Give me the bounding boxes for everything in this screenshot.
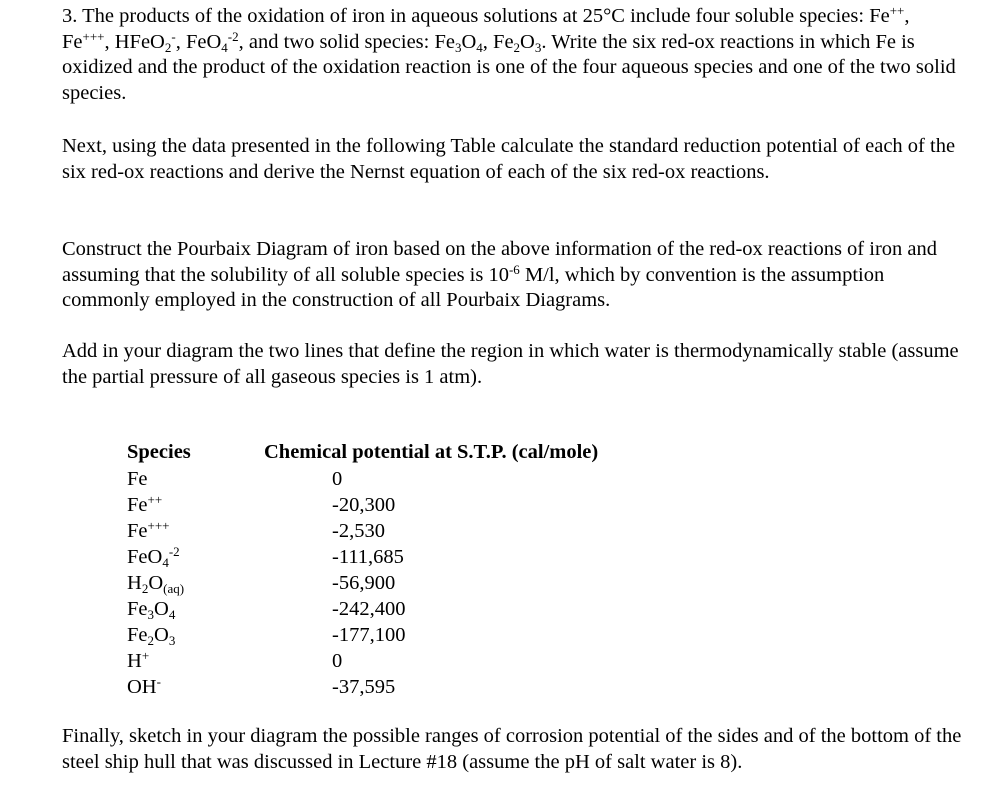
species-formula: Fe	[127, 468, 148, 490]
header-species: Species	[127, 441, 191, 463]
chemical-potential-value: -242,400	[332, 598, 406, 620]
species-formula: FeO$_4^{-2}$	[127, 544, 180, 570]
chemical-potential-value: 0	[332, 468, 343, 490]
chemical-potential-value: 0	[332, 650, 343, 672]
paragraph-water-stability: Add in your diagram the two lines that define the region in which water is thermodynamically stable (assume the partial pressure of all gaseous species is 1 atm).	[62, 340, 959, 388]
table-row	[127, 520, 687, 546]
paragraph-question-intro: 3. The products of the oxidation of iron in aqueous solutions at 25°C include four soluble species: Fe++, Fe+++, HFeO$_2$-, FeO$_4^{-2}$, and two solid species: $Fe_3O_4$, $Fe_2O_3$. Write the six red-ox reactions in which Fe is oxidized and the product of the oxidation reaction is one of the four aqueous species and one of the two solid species.	[62, 3, 956, 104]
paragraph-corrosion-sketch: Finally, sketch in your diagram the possible ranges of corrosion potential of the sides and of the bottom of the steel ship hull that was discussed in Lecture #18 (assume the pH of salt water is 8).	[62, 725, 962, 773]
paragraph-reduction-potential: Next, using the data presented in the following Table calculate the standard reduction potential of each of the six red-ox reactions and derive the Nernst equation of each of the six red-ox reactions.	[62, 135, 956, 183]
table-row	[127, 676, 687, 702]
chemical-potential-value: -177,100	[332, 624, 406, 646]
species-formula: Fe+++	[127, 518, 170, 542]
chemical-potential-value: -111,685	[332, 546, 404, 568]
table-row	[127, 494, 687, 520]
table-row	[127, 572, 687, 598]
table-row	[127, 624, 687, 650]
species-formula: $Fe_2O_3$	[127, 624, 176, 648]
species-formula: H+	[127, 648, 150, 672]
table-row	[127, 650, 687, 676]
chemical-potential-value: -37,595	[332, 676, 396, 698]
species-formula: $Fe_3O_4$	[127, 598, 176, 622]
table-row	[127, 468, 687, 494]
species-formula: Fe++	[127, 492, 163, 516]
table-row	[127, 546, 687, 572]
species-formula: $H_2O_{(aq)}$	[127, 572, 185, 596]
paragraph-pourbaix-construction: Construct the Pourbaix Diagram of iron based on the above information of the red-ox reactions of iron and assuming that the solubility of all soluble species is $10^{-6}$ M/l, which by convention is the assumption commonly employed in the construction of all Pourbaix Diagrams.	[62, 238, 937, 311]
header-chemical-potential: Chemical potential at S.T.P. (cal/mole)	[264, 441, 599, 463]
chemical-potential-value: -2,530	[332, 520, 385, 542]
chemical-potential-value: -20,300	[332, 494, 396, 516]
table-row	[127, 598, 687, 624]
species-formula: OH-	[127, 674, 161, 698]
chemical-potential-value: -56,900	[332, 572, 396, 594]
